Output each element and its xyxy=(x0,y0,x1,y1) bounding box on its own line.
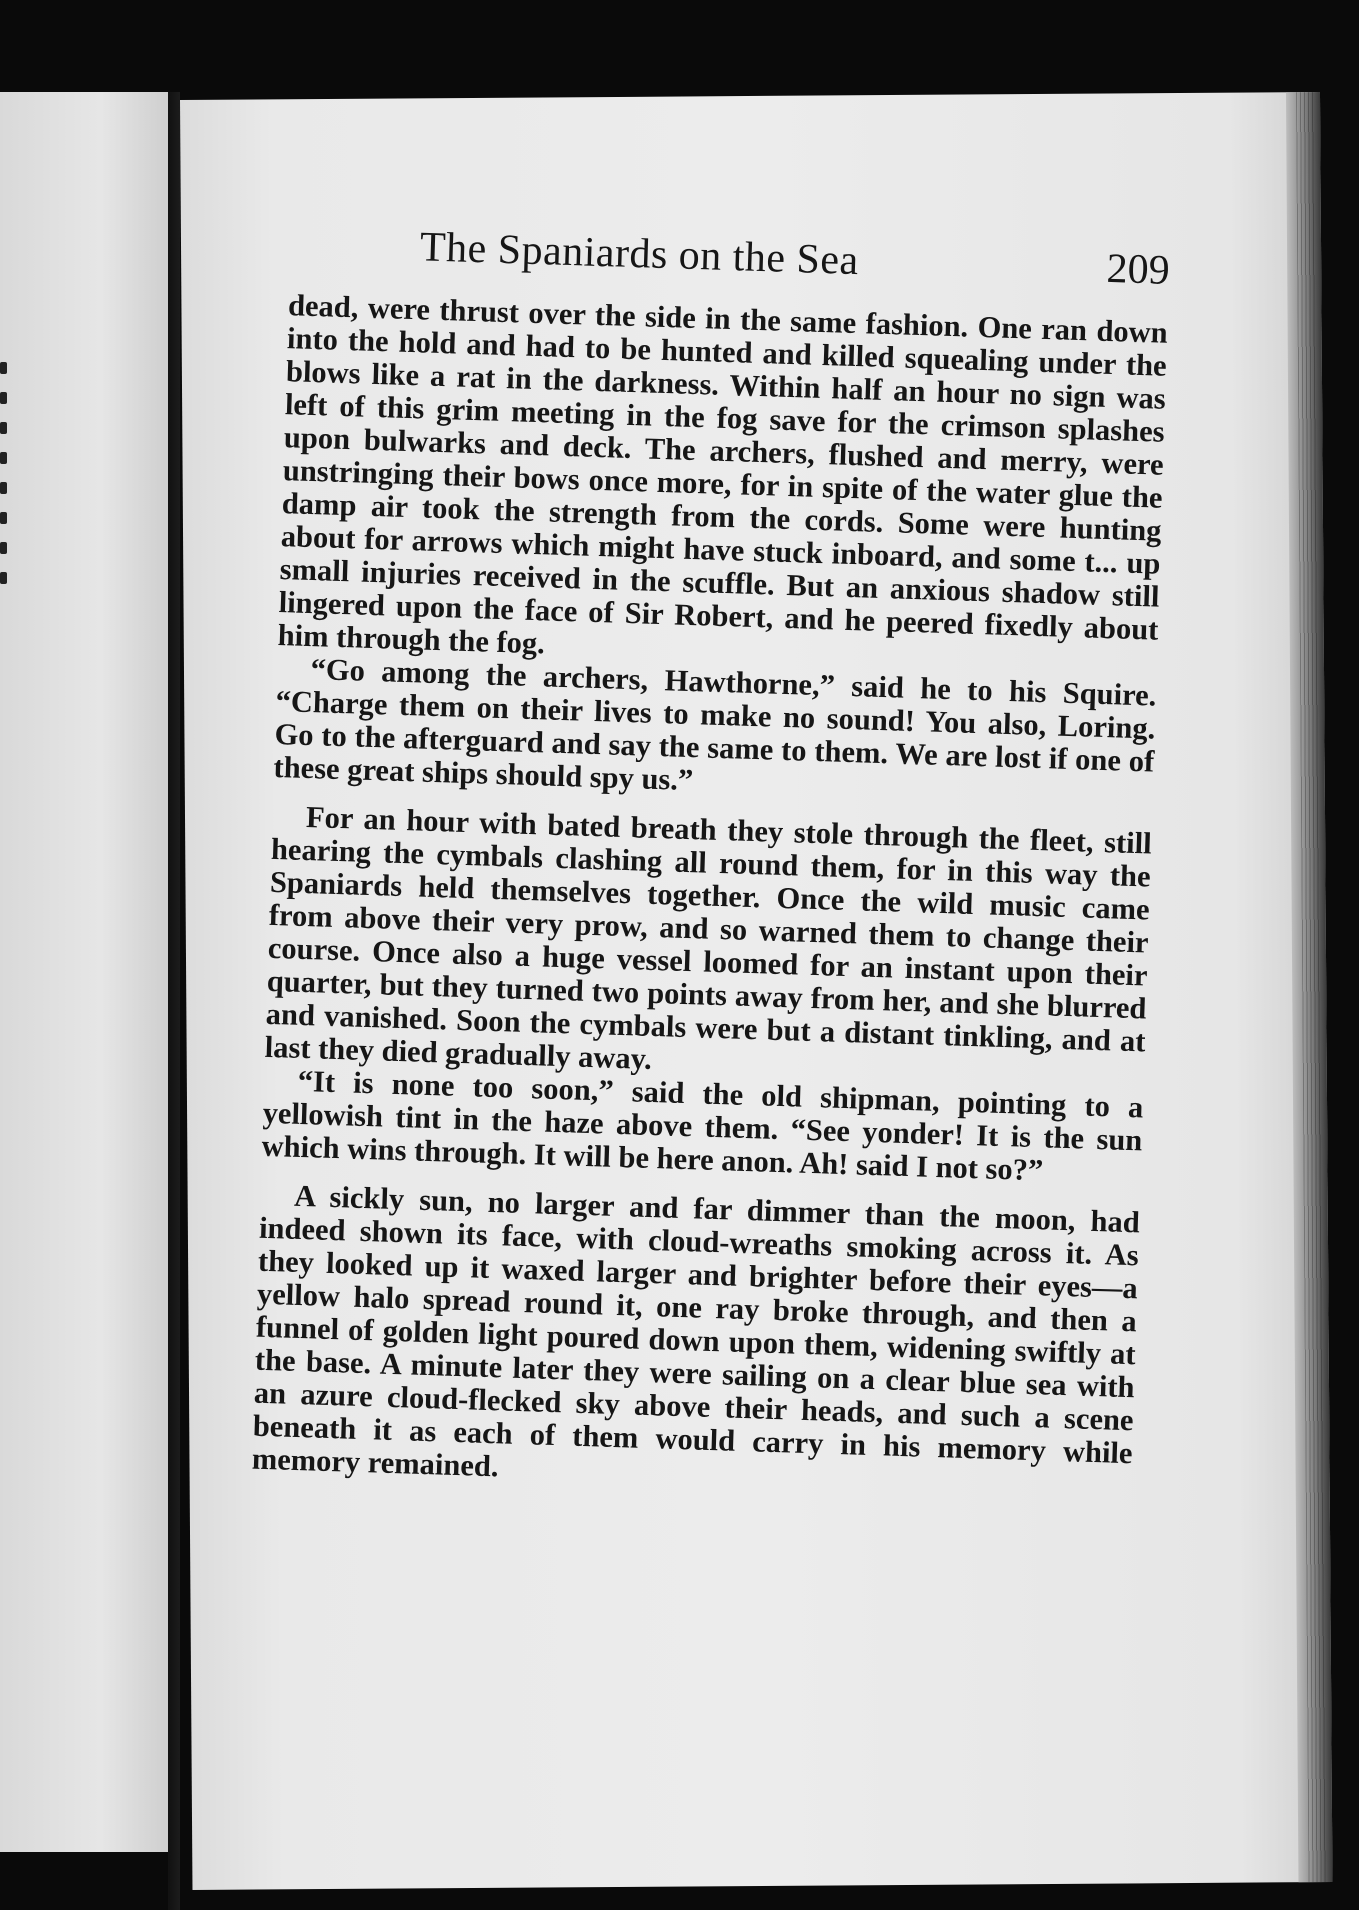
paragraph: A sickly sun, no larger and far dimmer than the moon, had indeed shown its face, with cloud-wreaths smoking across it. As they looked up it waxed larger and brighter before their eyes—a yellow halo spread round it, one ray broke through, and then a funnel of golden light poured down upon them, widening swiftly at the base. A minute later they were sailing on a clear blue sea with an azure cloud-flecked sky above their heads, and such a scene beneath it as each of them would carry in his memory while memory remained. xyxy=(251,1178,1141,1484)
facing-page-text-fragments xyxy=(0,362,14,602)
page-content xyxy=(251,219,1170,1503)
page-edge xyxy=(1286,92,1332,1882)
paragraph: “Go among the archers, Hawthorne,” said he to his Squire. “Charge them on their lives to make no sound! You also, Loring. Go to the afterguard and say the same to them. We are lost if one of these great ships should spy us.” xyxy=(273,652,1157,798)
paragraph: “It is none too soon,” said the old shipman, pointing to a yellowish tint in the haze above them. “See yonder! It is the sun which wins through. It will be here anon. Ah! said I not so?” xyxy=(261,1063,1144,1188)
facing-page xyxy=(0,92,168,1852)
paragraph: For an hour with bated breath they stole through the fleet, still hearing the cymbals clashing all round them, for in this way the Spaniards held themselves together. Once the wild music came from above their very prow, and so warned them to change their course. Once also a huge vessel loomed for an instant upon their quarter, but they turned two points away from her, and she blurred and vanished. Soon the cymbals were but a distant tinkling, and at last they died gradually away. xyxy=(264,800,1153,1076)
running-title: The Spaniards on the Sea xyxy=(419,224,860,285)
page-number: 209 xyxy=(1105,245,1171,294)
paragraph: dead, were thrust over the side in the same fashion. One ran down into the hold and had to be hunted and killed squealing under the blows like a rat in the darkness. Within half an hour no sign was left of this grim meeting in the fog save for the crimson splashes upon bulwarks and deck. The archers, flushed and merry, were unstringing their bows once more, for in spite of the water glue the damp air took the strength from the cords. Some were hunting about for arrows which might have stuck inboard, and some t... up small injuries received in the scuffle. But an anxious shadow still lingered upon the face of Sir Robert, and he peered fixedly about him through the fog. xyxy=(277,288,1169,661)
book-gutter xyxy=(168,92,180,1910)
book-page xyxy=(180,92,1332,1890)
